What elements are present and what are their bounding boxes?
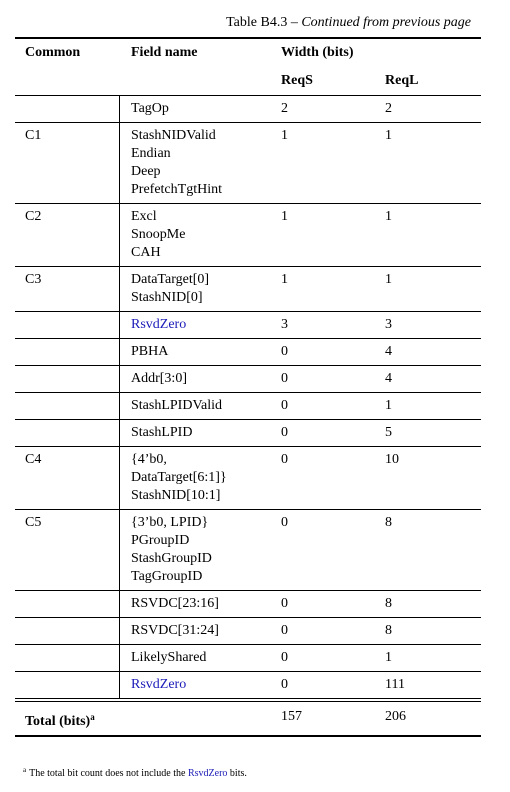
- field-name-link[interactable]: RsvdZero: [131, 677, 187, 692]
- header-width-bits: Width (bits): [281, 45, 354, 60]
- reql-width: 1: [385, 128, 392, 143]
- row-rule: [15, 122, 481, 123]
- common-group-label: C2: [25, 209, 42, 224]
- table-id: Table B4.3 –: [226, 15, 302, 30]
- total-label: Total (bits)$^a$: [25, 712, 95, 729]
- column-divider: [119, 365, 120, 392]
- column-divider: [119, 122, 120, 203]
- row-rule: [15, 203, 481, 204]
- column-divider: [119, 338, 120, 365]
- reqs-width: 0: [281, 623, 288, 638]
- total-rule-lower: [15, 701, 481, 702]
- field-name: Endian: [131, 146, 171, 161]
- reqs-width: 0: [281, 452, 288, 467]
- reqs-width: 1: [281, 128, 288, 143]
- row-rule: [15, 392, 481, 393]
- column-divider: [119, 509, 120, 590]
- row-rule: [15, 266, 481, 267]
- reqs-width: 1: [281, 209, 288, 224]
- field-name: DataTarget[0]: [131, 272, 210, 287]
- header-rule: [15, 95, 481, 96]
- field-name: SnoopMe: [131, 227, 186, 242]
- field-name: PrefetchTgtHint: [131, 182, 222, 197]
- reql-width: 1: [385, 398, 392, 413]
- field-name: {4’b0,: [131, 452, 167, 467]
- reqs-width: 1: [281, 272, 288, 287]
- row-rule: [15, 671, 481, 672]
- header-reqs: ReqS: [281, 73, 313, 88]
- column-divider: [119, 95, 120, 122]
- top-rule: [15, 37, 481, 39]
- column-divider: [119, 590, 120, 617]
- field-name: LikelyShared: [131, 650, 207, 665]
- reql-width: 8: [385, 623, 392, 638]
- row-rule: [15, 446, 481, 447]
- field-name: Addr[3:0]: [131, 371, 187, 386]
- field-name: StashLPID: [131, 425, 193, 440]
- common-group-label: C3: [25, 272, 42, 287]
- column-divider: [119, 671, 120, 698]
- column-divider: [119, 446, 120, 509]
- field-name: StashNID[0]: [131, 290, 203, 305]
- field-name: TagOp: [131, 101, 169, 116]
- footnote-text-end: bits.: [227, 768, 247, 779]
- reqs-width: 0: [281, 515, 288, 530]
- footnote-marker: a: [23, 766, 27, 774]
- common-group-label: C1: [25, 128, 42, 143]
- reqs-width: 0: [281, 677, 288, 692]
- field-name: RSVDC[31:24]: [131, 623, 219, 638]
- reql-width: 5: [385, 425, 392, 440]
- row-rule: [15, 311, 481, 312]
- footnote: [23, 766, 247, 779]
- column-divider: [119, 644, 120, 671]
- reqs-width: 0: [281, 398, 288, 413]
- footnote-text: The total bit count does not include the: [29, 768, 188, 779]
- field-name-link[interactable]: RsvdZero: [131, 317, 187, 332]
- footnote-link[interactable]: RsvdZero: [187, 768, 228, 779]
- reql-width: 10: [385, 452, 399, 467]
- reqs-width: 2: [281, 101, 288, 116]
- field-name: TagGroupID: [131, 569, 203, 584]
- column-divider: [119, 392, 120, 419]
- row-rule: [15, 644, 481, 645]
- reql-width: 3: [385, 317, 392, 332]
- column-divider: [119, 266, 120, 311]
- row-rule: [15, 419, 481, 420]
- common-group-label: C5: [25, 515, 42, 530]
- header-field-name: Field name: [131, 45, 198, 60]
- total-reqs: 157: [281, 709, 302, 724]
- table-caption: [226, 15, 471, 31]
- field-name: StashNID[10:1]: [131, 488, 221, 503]
- reqs-width: 0: [281, 371, 288, 386]
- field-name: PGroupID: [131, 533, 190, 548]
- field-name: DataTarget[6:1]}: [131, 470, 227, 485]
- reqs-width: 0: [281, 650, 288, 665]
- reqs-width: 0: [281, 596, 288, 611]
- column-divider: [119, 617, 120, 644]
- total-rule-upper: [15, 698, 481, 699]
- reql-width: 1: [385, 650, 392, 665]
- header-reql: ReqL: [385, 73, 419, 88]
- field-name: StashNIDValid: [131, 128, 216, 143]
- reql-width: 1: [385, 272, 392, 287]
- reql-width: 2: [385, 101, 392, 116]
- total-reql: 206: [385, 709, 406, 724]
- field-name: PBHA: [131, 344, 169, 359]
- header-common: Common: [25, 45, 81, 60]
- row-rule: [15, 365, 481, 366]
- field-name: {3’b0, LPID}: [131, 515, 209, 530]
- field-name: Excl: [131, 209, 157, 224]
- total-footnote-marker: a: [90, 712, 95, 722]
- column-divider: [119, 419, 120, 446]
- reql-width: 1: [385, 209, 392, 224]
- reql-width: 8: [385, 596, 392, 611]
- continued-note: Continued from previous page: [301, 15, 471, 30]
- row-rule: [15, 338, 481, 339]
- field-name: StashGroupID: [131, 551, 212, 566]
- column-divider: [119, 311, 120, 338]
- reql-width: 8: [385, 515, 392, 530]
- row-rule: [15, 590, 481, 591]
- reql-width: 111: [385, 677, 405, 692]
- row-rule: [15, 617, 481, 618]
- reql-width: 4: [385, 344, 392, 359]
- field-name: StashLPIDValid: [131, 398, 222, 413]
- reqs-width: 0: [281, 344, 288, 359]
- common-group-label: C4: [25, 452, 42, 467]
- reqs-width: 3: [281, 317, 288, 332]
- field-name: CAH: [131, 245, 161, 260]
- row-rule: [15, 509, 481, 510]
- reql-width: 4: [385, 371, 392, 386]
- reqs-width: 0: [281, 425, 288, 440]
- bottom-rule: [15, 735, 481, 737]
- field-name: Deep: [131, 164, 161, 179]
- column-divider: [119, 203, 120, 266]
- field-name: RSVDC[23:16]: [131, 596, 219, 611]
